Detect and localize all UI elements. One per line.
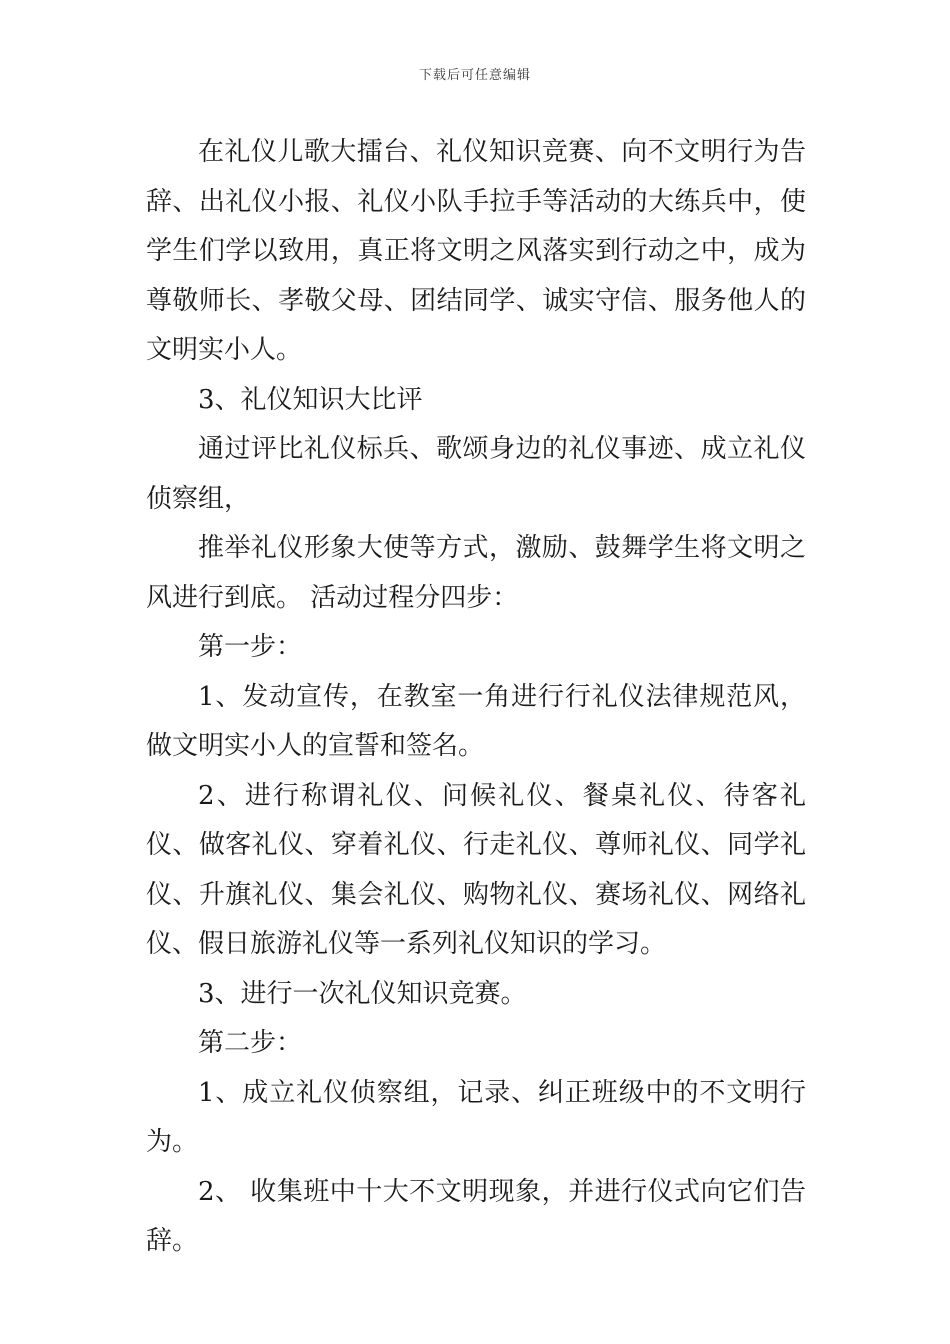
step-2-heading: 第二步： xyxy=(198,1028,303,1058)
page-header: 下载后可任意编辑 xyxy=(418,68,531,83)
paragraph-1: 在礼仪儿歌大擂台、礼仪知识竞赛、向不文明行为告辞、出礼仪小报、礼仪小队手拉手等活动的大练兵中，使学生们学以致用，真正将文明之风落实到行动之中，成为尊敬师长、孝敬父母、团结同学、诚实守信、服务他人的文明实小人。 xyxy=(146,137,806,365)
step-1-item-3: 3、进行一次礼仪知识竞赛。 xyxy=(198,978,527,1009)
step-1-item-2: 2、进行称谓礼仪、问候礼仪、餐桌礼仪、待客礼仪、做客礼仪、穿着礼仪、行走礼仪、尊师礼仪、同学礼仪、升旗礼仪、集会礼仪、购物礼仪、赛场礼仪、网络礼仪、假日旅游礼仪等一系列礼仪知识的学习。 xyxy=(146,780,806,959)
step-2-item-2: 2、 收集班中十大不文明现象，并进行仪式向它们告辞。 xyxy=(146,1176,806,1256)
section-heading-3: 3、礼仪知识大比评 xyxy=(198,384,423,415)
paragraph-2: 通过评比礼仪标兵、歌颂身边的礼仪事迹、成立礼仪侦察组， xyxy=(146,434,806,514)
document-body xyxy=(146,128,806,1267)
step-1-item-1: 1、发动宣传，在教室一角进行行礼仪法律规范风，做文明实小人的宣誓和签名。 xyxy=(146,681,806,761)
step-1-heading: 第一步： xyxy=(198,632,303,662)
paragraph-3: 推举礼仪形象大使等方式，激励、鼓舞学生将文明之风进行到底。 活动过程分四步： xyxy=(146,533,806,613)
step-2-item-1: 1、成立礼仪侦察组，记录、纠正班级中的不文明行为。 xyxy=(146,1077,806,1157)
